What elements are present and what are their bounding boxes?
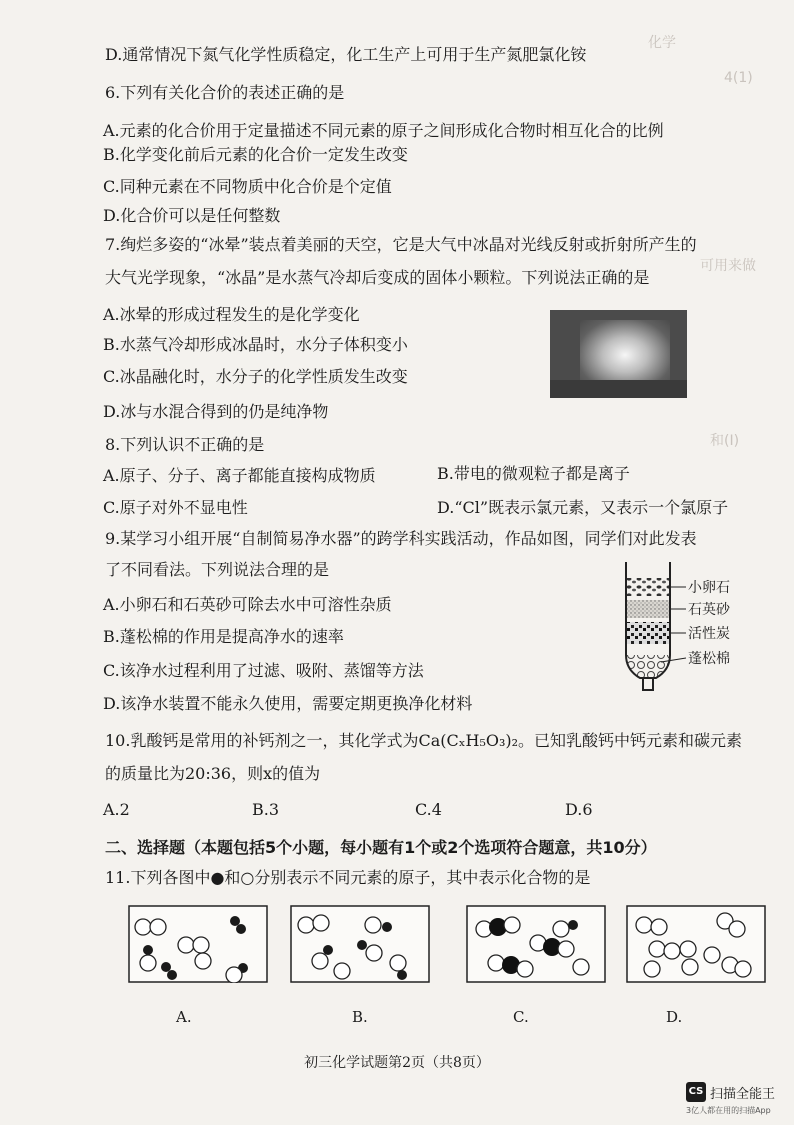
question-10-option-c: C.4 bbox=[415, 800, 442, 819]
question-7-option-b: B.水蒸气冷却形成冰晶时，水分子体积变小 bbox=[103, 335, 408, 354]
question-8-option-b: B.带电的微观粒子都是离子 bbox=[437, 464, 630, 483]
question-9-option-a: A.小卵石和石英砂可除去水中可溶性杂质 bbox=[103, 595, 392, 614]
molecule-box-b bbox=[290, 905, 430, 983]
question-6-option-d: D.化合价可以是任何整数 bbox=[103, 206, 281, 225]
ice-halo-photo bbox=[550, 310, 687, 398]
molecule-box-c bbox=[466, 905, 606, 983]
question-9-stem-line2: 了不同看法。下列说法合理的是 bbox=[105, 560, 330, 579]
question-6-option-a: A.元素的化合价用于定量描述不同元素的原子之间形成化合物时相互化合的比例 bbox=[103, 121, 664, 140]
question-8-option-d: D.“Cl”既表示氯元素，又表示一个氯原子 bbox=[437, 498, 729, 517]
label-cotton: 蓬松棉 bbox=[688, 651, 730, 667]
question-5-option-d: D.通常情况下氮气化学性质稳定，化工生产上可用于生产氮肥氯化铵 bbox=[105, 45, 587, 64]
question-10-option-b: B.3 bbox=[252, 800, 280, 819]
molecule-label-b: B. bbox=[352, 1008, 368, 1026]
question-8-option-a: A.原子、分子、离子都能直接构成物质 bbox=[103, 466, 376, 485]
app-name: 扫描全能王 bbox=[710, 1087, 776, 1102]
question-7-option-a: A.冰晕的形成过程发生的是化学变化 bbox=[103, 305, 360, 324]
question-7-option-d: D.冰与水混合得到的仍是纯净物 bbox=[103, 402, 329, 421]
molecule-box-d bbox=[626, 905, 766, 983]
question-8-option-c: C.原子对外不显电性 bbox=[103, 498, 248, 517]
bleed-text: 4(1) bbox=[724, 70, 753, 86]
question-9-option-c: C.该净水过程利用了过滤、吸附、蒸馏等方法 bbox=[103, 661, 424, 680]
question-7-stem-line2: 大气光学现象，“冰晶”是水蒸气冷却后变成的固体小颗粒。下列说法正确的是 bbox=[105, 268, 650, 287]
question-10-option-d: D.6 bbox=[565, 800, 593, 819]
molecule-label-c: C. bbox=[513, 1008, 529, 1026]
label-quartz-sand: 石英砂 bbox=[688, 602, 730, 618]
question-8-stem: 8.下列认识不正确的是 bbox=[105, 435, 265, 454]
question-11-stem: 11.下列各图中●和○分别表示不同元素的原子，其中表示化合物的是 bbox=[105, 868, 591, 887]
molecule-box-a bbox=[128, 905, 268, 983]
page-footer: 初三化学试题第2页（共8页） bbox=[304, 1055, 490, 1071]
question-10-option-a: A.2 bbox=[103, 800, 130, 819]
bleed-text: 和(Ⅰ) bbox=[710, 433, 740, 449]
molecule-label-d: D. bbox=[666, 1008, 683, 1026]
question-7-option-c: C.冰晶融化时，水分子的化学性质发生改变 bbox=[103, 367, 408, 386]
molecule-label-a: A. bbox=[176, 1008, 192, 1026]
scanner-app-watermark bbox=[686, 1082, 786, 1122]
question-6-stem: 6.下列有关化合价的表述正确的是 bbox=[105, 83, 345, 102]
app-tagline: 3亿人都在用的扫描App bbox=[686, 1106, 771, 1115]
question-10-stem-line1: 10.乳酸钙是常用的补钙剂之一，其化学式为Ca(CₓH₅O₃)₂。已知乳酸钙中钙元素和碳元素 bbox=[105, 731, 743, 750]
question-9-option-b: B.蓬松棉的作用是提高净水的速率 bbox=[103, 627, 344, 646]
question-9-option-d: D.该净水装置不能永久使用，需要定期更换净化材料 bbox=[103, 694, 473, 713]
water-filter-diagram bbox=[606, 560, 794, 700]
label-pebbles: 小卵石 bbox=[688, 580, 730, 596]
question-9-stem-line1: 9.某学习小组开展“自制简易净水器”的跨学科实践活动，作品如图，同学们对此发表 bbox=[105, 529, 697, 548]
question-6-option-c: C.同种元素在不同物质中化合价是个定值 bbox=[103, 177, 392, 196]
label-activated-carbon: 活性炭 bbox=[688, 626, 730, 642]
section-2-heading: 二、选择题（本题包括5个小题，每小题有1个或2个选项符合题意，共10分） bbox=[105, 838, 657, 857]
question-10-stem-line2: 的质量比为20:36，则x的值为 bbox=[105, 764, 321, 783]
bleed-text: 化学 bbox=[648, 35, 676, 51]
bleed-text: 可用来做 bbox=[700, 258, 756, 274]
camscanner-logo-icon: CS bbox=[686, 1082, 706, 1102]
question-7-stem-line1: 7.绚烂多姿的“冰晕”装点着美丽的天空，它是大气中冰晶对光线反射或折射所产生的 bbox=[105, 235, 697, 254]
question-6-option-b: B.化学变化前后元素的化合价一定发生改变 bbox=[103, 145, 408, 164]
